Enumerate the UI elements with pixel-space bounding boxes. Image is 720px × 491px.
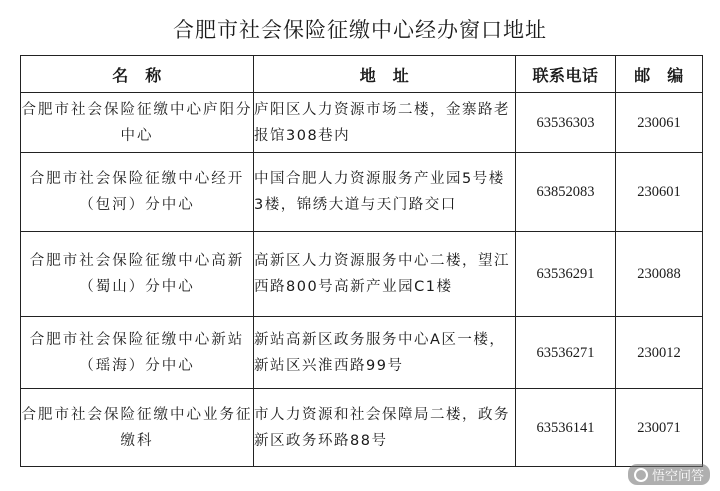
office-address: 新站高新区政务服务中心A区一楼，新站区兴淮西路99号 bbox=[254, 317, 516, 389]
office-address: 市人力资源和社会保障局二楼，政务新区政务环路88号 bbox=[254, 389, 516, 467]
office-phone: 63536141 bbox=[516, 389, 616, 467]
office-name: 合肥市社会保险征缴中心业务征缴科 bbox=[21, 389, 254, 467]
office-zip: 230071 bbox=[616, 389, 703, 467]
office-phone: 63536291 bbox=[516, 232, 616, 317]
office-phone: 63536271 bbox=[516, 317, 616, 389]
office-address: 高新区人力资源服务中心二楼，望江西路800号高新产业园C1楼 bbox=[254, 232, 516, 317]
office-name: 合肥市社会保险征缴中心高新（蜀山）分中心 bbox=[21, 232, 254, 317]
watermark-text: 悟空问答 bbox=[651, 469, 704, 484]
table-row bbox=[21, 93, 703, 153]
office-zip: 230601 bbox=[616, 153, 703, 232]
office-name: 合肥市社会保险征缴中心经开（包河）分中心 bbox=[21, 153, 254, 232]
office-zip: 230061 bbox=[616, 93, 703, 153]
header-zip: 邮 编 bbox=[616, 56, 703, 93]
office-phone: 63536303 bbox=[516, 93, 616, 153]
header-name: 名 称 bbox=[21, 56, 254, 93]
table-row bbox=[21, 153, 703, 232]
table-row bbox=[21, 232, 703, 317]
wukong-logo-icon bbox=[634, 468, 648, 482]
office-name: 合肥市社会保险征缴中心庐阳分中心 bbox=[21, 93, 254, 153]
office-zip: 230012 bbox=[616, 317, 703, 389]
table-row bbox=[21, 389, 703, 467]
office-phone: 63852083 bbox=[516, 153, 616, 232]
header-row bbox=[21, 56, 703, 93]
office-address: 庐阳区人力资源市场二楼，金寨路老报馆308巷内 bbox=[254, 93, 516, 153]
page-title: 合肥市社会保险征缴中心经办窗口地址 bbox=[173, 18, 547, 42]
office-name: 合肥市社会保险征缴中心新站（瑶海）分中心 bbox=[21, 317, 254, 389]
header-address: 地 址 bbox=[254, 56, 516, 93]
office-address: 中国合肥人力资源服务产业园5号楼3楼，锦绣大道与天门路交口 bbox=[254, 153, 516, 232]
address-table bbox=[20, 55, 703, 467]
table-row bbox=[21, 317, 703, 389]
watermark bbox=[628, 464, 710, 485]
office-zip: 230088 bbox=[616, 232, 703, 317]
header-phone: 联系电话 bbox=[516, 56, 616, 93]
